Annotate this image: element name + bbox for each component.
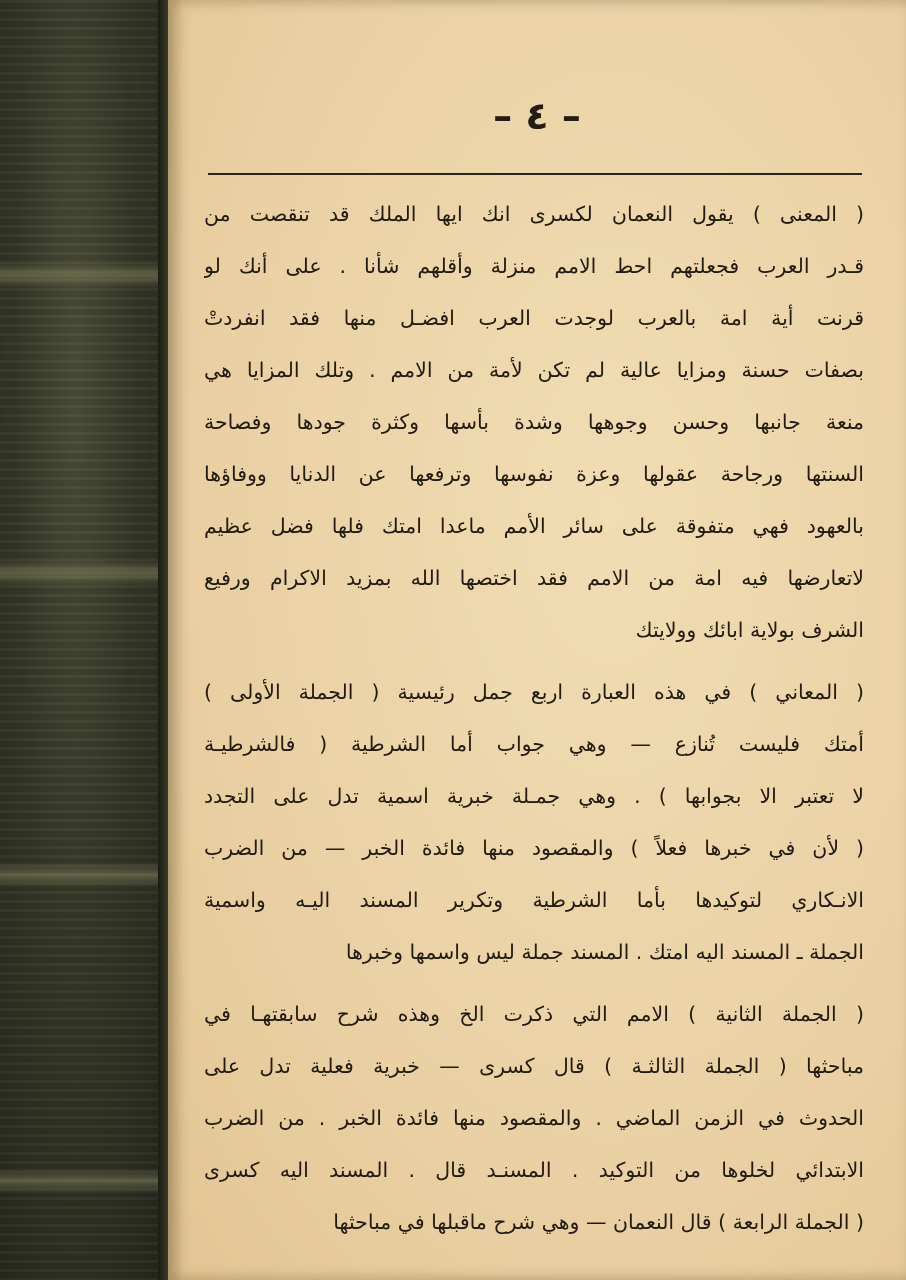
body-text [204,188,864,1248]
text-line: السنتها ورجاحة عقولها وعزة نفوسها وترفعها عن الدنايا ووفاؤها [204,462,864,486]
paragraph-gap [204,656,864,666]
text-line: الحدوث في الزمن الماضي . والمقصود منها فائدة الخبر . من الضرب [204,1106,864,1130]
text-line: ( المعاني ) في هذه العبارة اربع جمل رئيسية ( الجملة الأولى ) [204,680,864,704]
text-line: قرنت أية امة بالعرب لوجدت العرب افضـل منها فقد انفردتْ [204,306,864,330]
paragraph-gap [204,978,864,988]
binding-band [0,862,168,888]
header-rule [208,173,862,175]
text-line: أمتك فليست تُنازع — وهي جواب أما الشرطية ( فالشرطيـة [204,732,864,756]
text-line: ( الجملة الرابعة ) قال النعمان — وهي شرح ماقبلها في مباحثها [333,1210,864,1234]
page-sheet [168,0,906,1280]
text-line: مباحثها ( الجملة الثالثـة ) قال كسرى — خبرية فعلية تدل على [204,1054,864,1078]
text-line: الشرف بولاية ابائك وولايتك [635,618,864,642]
text-line: قـدر العرب فجعلتهم احط الامم منزلة وأقلهم شأنا . على أنك لو [204,254,864,278]
binding-edge [158,0,168,1280]
text-line: لا تعتبر الا بجوابها ) . وهي جمـلة خبرية اسمية تدل على التجدد [204,784,864,808]
text-line: منعة جانبها وحسن وجوهها وشدة بأسها وكثرة جودها وفصاحة [204,410,864,434]
text-line: الابتدائي لخلوها من التوكيد . المسنـد قال . المسند اليه كسرى [204,1158,864,1182]
binding-band [0,262,168,288]
text-line: الجملة ـ المسند اليه امتك . المسند جملة ليس واسمها وخبرها [345,940,864,964]
book-binding [0,0,168,1280]
text-line: بصفات حسنة ومزايا عالية لم تكن لأمة من الامم . وتلك المزايا هي [204,358,864,382]
text-line: ( لأن في خبرها فعلاً ) والمقصود منها فائدة الخبر — من الضرب [204,836,864,860]
text-line: ( الجملة الثانية ) الامم التي ذكرت الخ وهذه شرح سابقتهـا في [204,1002,864,1026]
text-line: ( المعنى ) يقول النعمان لكسرى انك ايها الملك قد تنقصت من [204,202,864,226]
text-line: الانـكاري لتوكيدها بأما الشرطية وتكرير المسند اليـه واسمية [204,888,864,912]
text-line: بالعهود فهي متفوقة على سائر الأمم ماعدا امتك فلها فضل عظيم [204,514,864,538]
text-line: لاتعارضها فيه امة من الامم فقد اختصها الله بمزيد الاكرام ورفيع [204,566,864,590]
page-number: – ٤ – [493,94,581,138]
binding-band [0,1168,168,1194]
binding-band [0,560,168,586]
